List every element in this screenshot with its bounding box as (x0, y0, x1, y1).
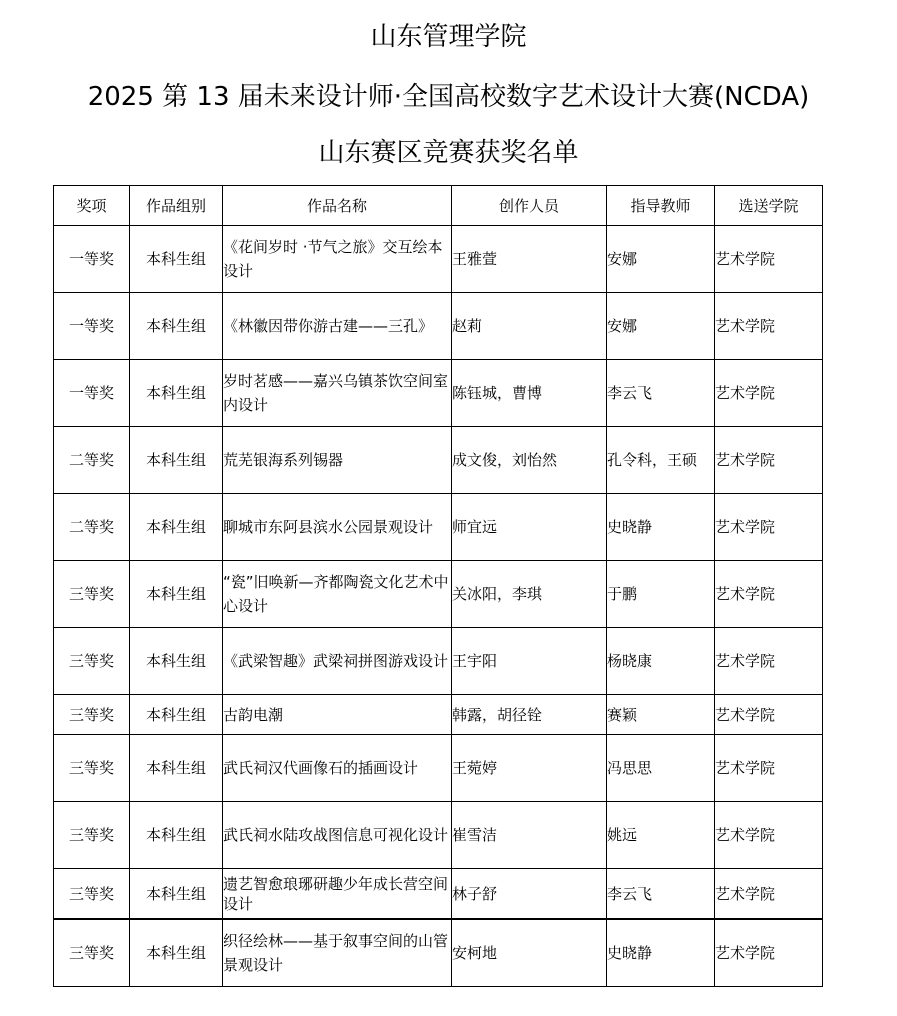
creators-cell: 赵莉 (452, 293, 607, 360)
group-cell: 本科生组 (130, 869, 223, 920)
group-cell: 本科生组 (130, 802, 223, 869)
college-cell: 艺术学院 (715, 360, 823, 427)
creators-cell: 陈钰城，曹博 (452, 360, 607, 427)
advisor-cell: 冯思思 (607, 735, 715, 802)
table-header-row (54, 186, 823, 226)
award-cell: 三等奖 (54, 695, 130, 735)
table-row (54, 869, 823, 920)
table-row (54, 802, 823, 869)
table-row (54, 494, 823, 561)
group-cell: 本科生组 (130, 494, 223, 561)
table-row (54, 919, 823, 987)
header-title: 作品名称 (223, 186, 452, 226)
title-cell: 遗艺智愈琅琊研趣少年成长营空间设计 (223, 869, 452, 920)
advisor-cell: 李云飞 (607, 360, 715, 427)
award-cell: 三等奖 (54, 802, 130, 869)
table-row (54, 628, 823, 695)
college-cell: 艺术学院 (715, 427, 823, 494)
title-cell: 《花间岁时 ·节气之旅》交互绘本设计 (223, 226, 452, 293)
title-cell: 武氏祠汉代画像石的插画设计 (223, 735, 452, 802)
college-cell: 艺术学院 (715, 869, 823, 920)
advisor-cell: 李云飞 (607, 869, 715, 920)
awards-table (53, 185, 823, 987)
group-cell: 本科生组 (130, 695, 223, 735)
advisor-cell: 于鹏 (607, 561, 715, 628)
creators-cell: 崔雪洁 (452, 802, 607, 869)
creators-cell: 韩露，胡径铨 (452, 695, 607, 735)
award-cell: 二等奖 (54, 427, 130, 494)
title-cell: 古韵电潮 (223, 695, 452, 735)
table-row (54, 293, 823, 360)
title-cell: 岁时茗感——嘉兴乌镇茶饮空间室内设计 (223, 360, 452, 427)
advisor-cell: 孔令科，王硕 (607, 427, 715, 494)
group-cell: 本科生组 (130, 293, 223, 360)
header-college: 选送学院 (715, 186, 823, 226)
table-row (54, 561, 823, 628)
creators-cell: 王菀婷 (452, 735, 607, 802)
college-cell: 艺术学院 (715, 226, 823, 293)
group-cell: 本科生组 (130, 735, 223, 802)
header-creators: 创作人员 (452, 186, 607, 226)
table-row (54, 695, 823, 735)
group-cell: 本科生组 (130, 427, 223, 494)
group-cell: 本科生组 (130, 628, 223, 695)
school-name: 山东管理学院 (370, 22, 527, 52)
advisor-cell: 姚远 (607, 802, 715, 869)
creators-cell: 林子舒 (452, 869, 607, 920)
advisor-cell: 安娜 (607, 226, 715, 293)
award-cell: 一等奖 (54, 293, 130, 360)
table-row (54, 427, 823, 494)
group-cell: 本科生组 (130, 919, 223, 987)
creators-cell: 关冰阳，李琪 (452, 561, 607, 628)
title-cell: “瓷”旧唤新—齐都陶瓷文化艺术中心设计 (223, 561, 452, 628)
college-cell: 艺术学院 (715, 802, 823, 869)
award-cell: 三等奖 (54, 869, 130, 920)
table-row (54, 735, 823, 802)
header-award: 奖项 (54, 186, 130, 226)
list-title: 山东赛区竞赛获奖名单 (318, 138, 579, 168)
title-cell: 聊城市东阿县滨水公园景观设计 (223, 494, 452, 561)
title-cell: 《林徽因带你游古建——三孔》 (223, 293, 452, 360)
group-cell: 本科生组 (130, 226, 223, 293)
college-cell: 艺术学院 (715, 919, 823, 987)
college-cell: 艺术学院 (715, 293, 823, 360)
college-cell: 艺术学院 (715, 735, 823, 802)
award-cell: 一等奖 (54, 226, 130, 293)
advisor-cell: 史晓静 (607, 919, 715, 987)
creators-cell: 安柯地 (452, 919, 607, 987)
creators-cell: 师宜远 (452, 494, 607, 561)
award-cell: 三等奖 (54, 735, 130, 802)
college-cell: 艺术学院 (715, 561, 823, 628)
advisor-cell: 安娜 (607, 293, 715, 360)
header-group: 作品组别 (130, 186, 223, 226)
title-cell: 武氏祠水陆攻战图信息可视化设计 (223, 802, 452, 869)
creators-cell: 成文俊，刘怡然 (452, 427, 607, 494)
creators-cell: 王雅萱 (452, 226, 607, 293)
table-row (54, 360, 823, 427)
title-cell: 《武梁智趣》武梁祠拼图游戏设计 (223, 628, 452, 695)
advisor-cell: 史晓静 (607, 494, 715, 561)
group-cell: 本科生组 (130, 561, 223, 628)
header-advisor: 指导教师 (607, 186, 715, 226)
college-cell: 艺术学院 (715, 695, 823, 735)
group-cell: 本科生组 (130, 360, 223, 427)
award-cell: 二等奖 (54, 494, 130, 561)
college-cell: 艺术学院 (715, 494, 823, 561)
award-cell: 三等奖 (54, 919, 130, 987)
award-cell: 三等奖 (54, 561, 130, 628)
award-cell: 一等奖 (54, 360, 130, 427)
award-cell: 三等奖 (54, 628, 130, 695)
title-cell: 荒芜银海系列锡器 (223, 427, 452, 494)
advisor-cell: 杨晓康 (607, 628, 715, 695)
title-cell: 织径绘林——基于叙事空间的山管景观设计 (223, 919, 452, 987)
creators-cell: 王宇阳 (452, 628, 607, 695)
advisor-cell: 赛颖 (607, 695, 715, 735)
college-cell: 艺术学院 (715, 628, 823, 695)
table-row (54, 226, 823, 293)
competition-title: 2025 第 13 届未来设计师·全国高校数字艺术设计大赛(NCDA) (87, 82, 810, 112)
